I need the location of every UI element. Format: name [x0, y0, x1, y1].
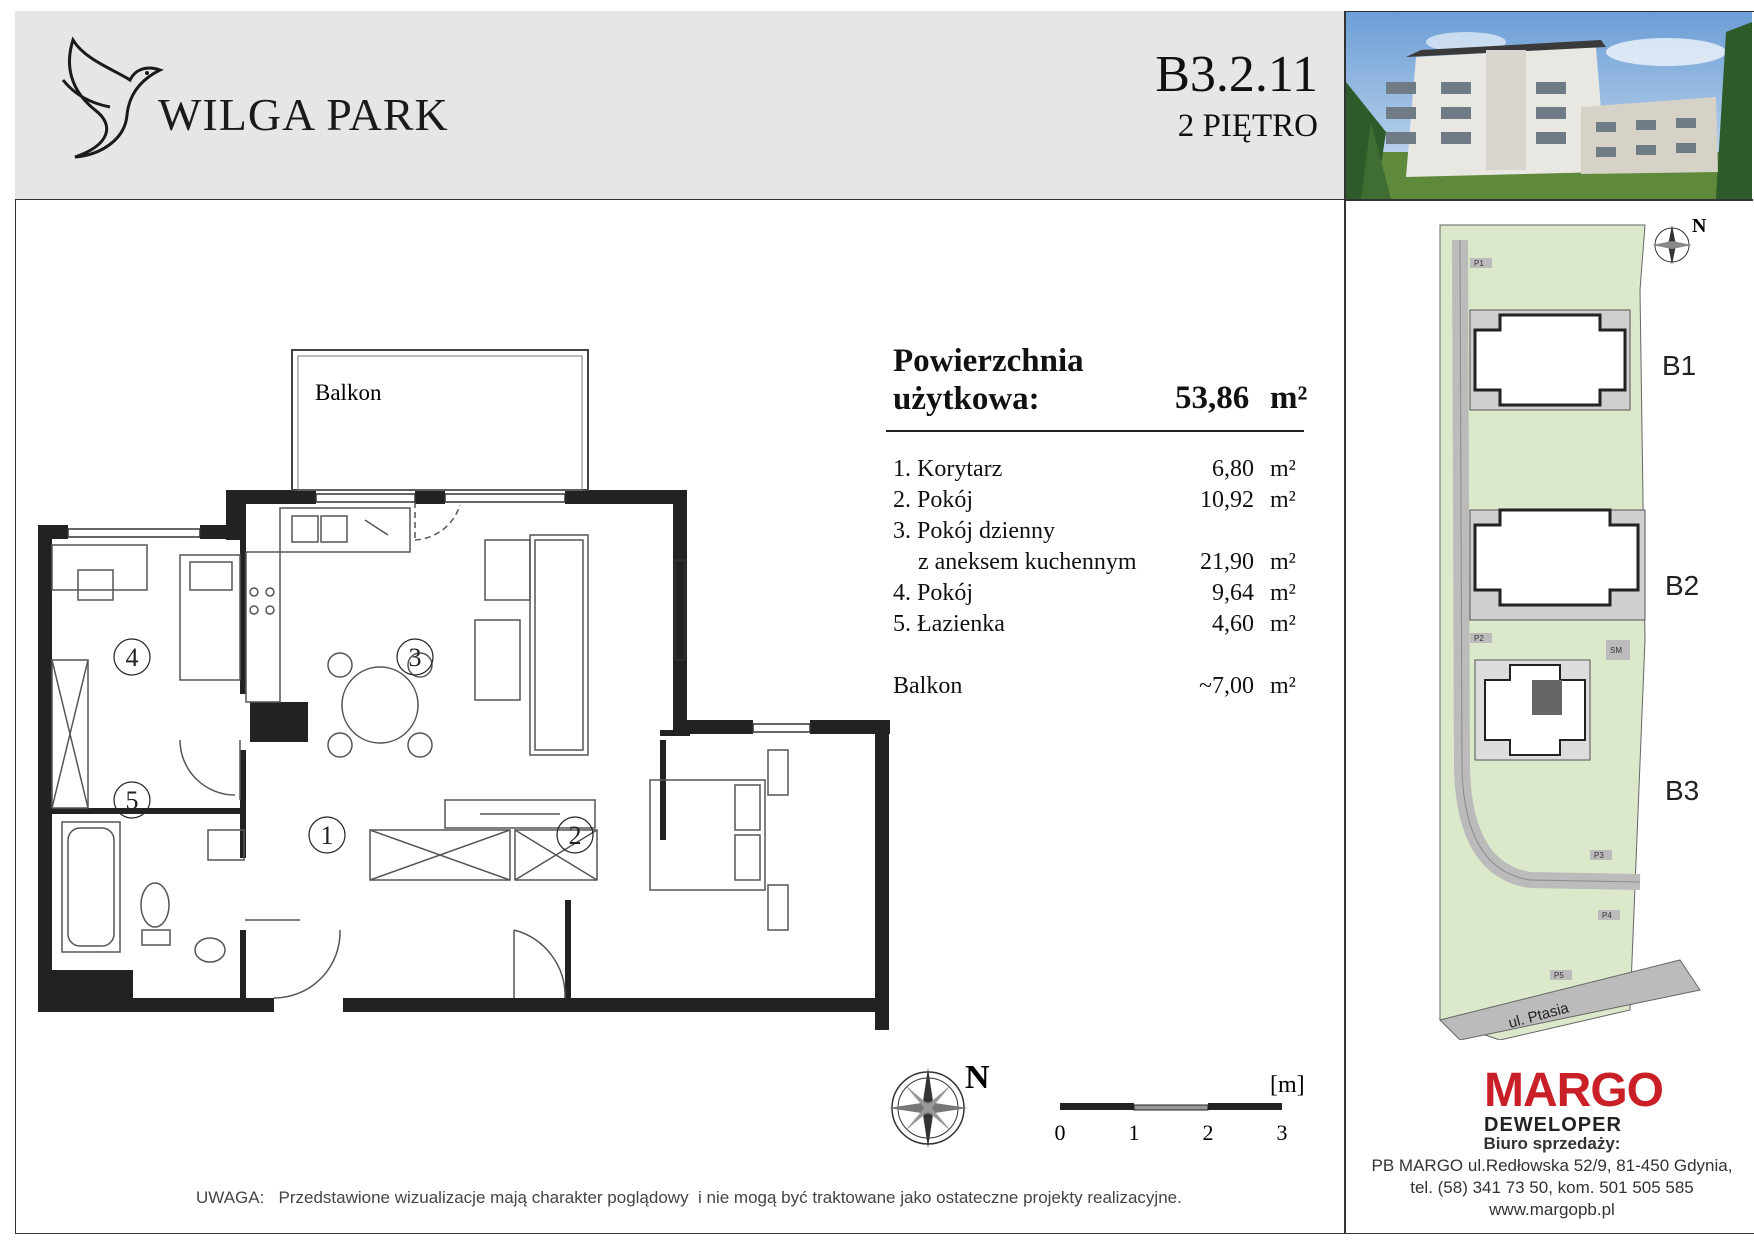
scale-tick: 2	[1202, 1120, 1214, 1145]
scale-bar	[1050, 1065, 1310, 1145]
brand-name: WILGA PARK	[158, 89, 449, 140]
site-label-p3: P3	[1594, 851, 1604, 860]
site-label-sm: SM	[1610, 646, 1622, 655]
scale-unit: [m]	[1270, 1072, 1305, 1098]
room-name: 2. Pokój	[893, 487, 974, 513]
area-title-line1: Powierzchnia	[893, 343, 1084, 379]
site-label-p1: P1	[1474, 259, 1484, 268]
area-title	[893, 342, 1084, 418]
balcony-name: Balkon	[893, 673, 963, 699]
floor-label: 2 PIĘTRO	[1177, 108, 1318, 144]
room-name: 1. Korytarz	[893, 456, 1003, 482]
disclaimer: UWAGA: Przedstawione wizualizacje mają charakter poglądowy i nie mogą być traktowane jako ostateczne projekty realizacyjne.	[196, 1188, 1182, 1207]
room-number-2: 2	[568, 821, 582, 850]
balcony-label: Balkon	[315, 380, 382, 405]
room-value: 4,60	[1212, 611, 1254, 637]
room-number-3: 3	[408, 643, 422, 672]
sales-website[interactable]: www.margopb.pl	[1489, 1200, 1615, 1219]
room-value: 6,80	[1212, 456, 1254, 482]
room-name: z aneksem kuchennym	[918, 549, 1137, 575]
room-unit: m²	[1270, 611, 1296, 637]
site-building-b1: B1	[1662, 350, 1697, 381]
site-label-p2: P2	[1474, 634, 1484, 643]
sales-office-label: Biuro sprzedaży:	[1483, 1134, 1621, 1153]
site-building-b3: B3	[1665, 775, 1700, 806]
room-unit: m²	[1270, 456, 1296, 482]
walls	[38, 490, 890, 1030]
sales-phone[interactable]: tel. (58) 341 73 50, kom. 501 505 585	[1410, 1178, 1694, 1197]
area-total: 53,86	[1175, 380, 1250, 416]
sales-address: PB MARGO ul.Redłowska 52/9, 81-450 Gdynia,	[1371, 1156, 1733, 1175]
room-number-4: 4	[125, 643, 139, 672]
room-unit: m²	[1270, 580, 1296, 606]
site-plan	[1400, 210, 1730, 1040]
street-label: ul. Ptasia	[1506, 999, 1571, 1032]
room-name: 3. Pokój dzienny	[893, 518, 1055, 544]
scale-tick: 3	[1276, 1120, 1288, 1145]
area-total-unit: m²	[1270, 380, 1308, 416]
room-number-5: 5	[125, 786, 139, 815]
site-building-b2: B2	[1665, 570, 1700, 601]
room-unit: m²	[1270, 487, 1296, 513]
compass-north-label: N	[965, 1060, 990, 1096]
room-unit: m²	[1270, 549, 1296, 575]
developer-subtitle: DEWELOPER	[1484, 1114, 1622, 1136]
site-label-p5: P5	[1554, 971, 1564, 980]
compass-icon	[880, 1060, 1000, 1150]
right-divider	[1345, 199, 1753, 201]
building-photo	[1346, 12, 1752, 199]
floor-plan	[30, 330, 890, 1030]
scale-tick: 1	[1128, 1120, 1140, 1145]
room-value: 21,90	[1200, 549, 1254, 575]
room-value: 9,64	[1212, 580, 1254, 606]
area-divider	[886, 430, 1304, 432]
room-value: 10,92	[1200, 487, 1254, 513]
site-compass-north: N	[1692, 215, 1707, 237]
site-label-p4: P4	[1602, 911, 1612, 920]
balcony-value: ~7,00	[1199, 673, 1254, 699]
room-name: 5. Łazienka	[893, 611, 1005, 637]
balcony	[292, 350, 588, 490]
margo-logo: MARGO	[1484, 1064, 1663, 1117]
scale-tick: 0	[1054, 1120, 1066, 1145]
apartment-code: B3.2.11	[1155, 46, 1318, 103]
balcony-unit: m²	[1270, 673, 1296, 699]
room-number-1: 1	[320, 821, 334, 850]
room-name: 4. Pokój	[893, 580, 974, 606]
bird-logo-icon	[55, 35, 165, 165]
area-title-line2: użytkowa:	[893, 381, 1040, 417]
